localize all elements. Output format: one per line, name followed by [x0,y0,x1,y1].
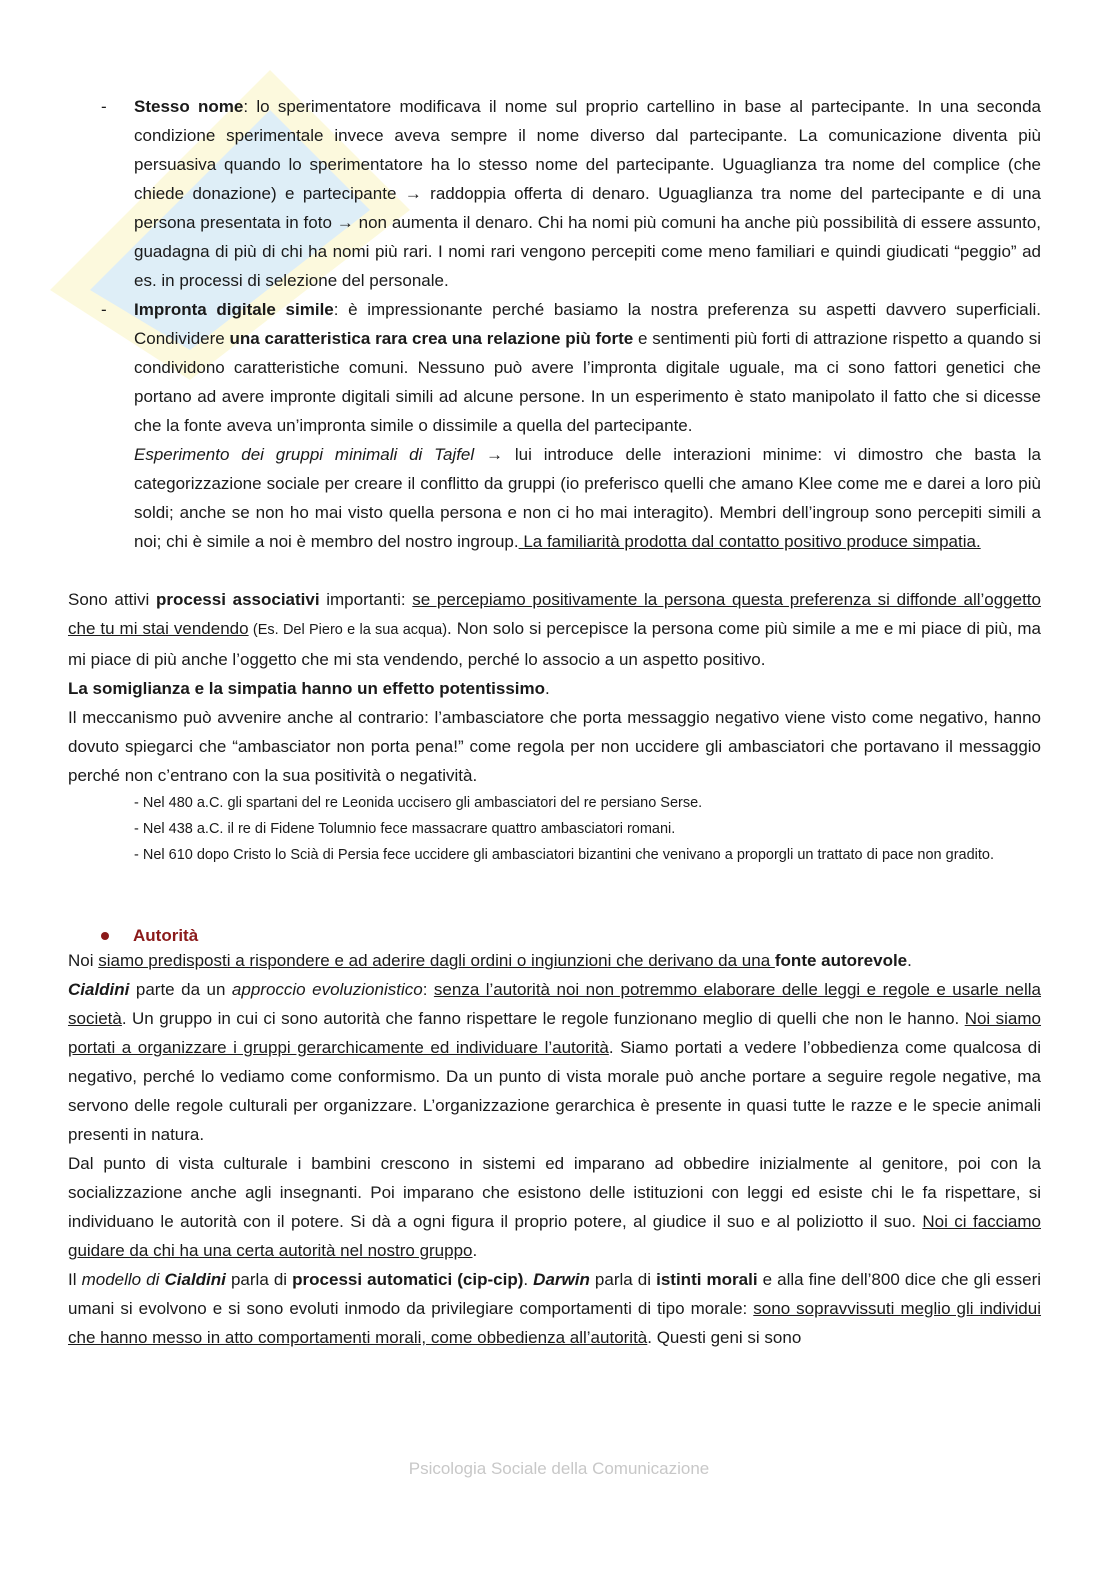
list-item-stesso-nome: - Stesso nome: lo sperimentatore modificava il nome sul proprio cartellino in base al partecipante. In una seconda condizione sperimentale invece aveva sempre il nome diverso dal partecipante. La comunicazione diventa più persuasiva quando lo sperimentatore ha lo stesso nome del partecipante. Uguaglianza tra nome del complice (che chiede donazione) e partecipante → raddoppia offerta di denaro. Uguaglianza tra nome del partecipante e di una persona presentata in foto → non aumenta il denaro. Chi ha nomi più comuni ha anche più possibilità di essere assunto, guadagna di più di chi ha nomi più rari. I nomi rari vengono percepiti come meno familiari e quindi giudicati “peggio” ad es. in processi di selezione del personale. [101,97,1042,290]
list-item-impronta: - Impronta digitale simile: è impressionante perché basiamo la nostra preferenza su aspetti davvero superficiali. Condividere una caratteristica rara crea una relazione più forte e sentimenti più forti di attrazione rispetto a quando si condividono caratteristiche comuni. Nessuno può avere l’impronta digitale uguale, ma ci sono fattori genetici che portano ad avere impronte digitali simili ad alcune persone. In un esperimento è stato manipolato il fatto che si dicesse che la fonte aveva un’impronta simile o dissimile a quella del partecipante. [101,300,1042,435]
tajfel-paragraph: Esperimento dei gruppi minimali di Tajfel → lui introduce delle interazioni minime: vi dimostro che basta la categorizzazione sociale per creare il conflitto da gruppi (io preferisco quelli che amano Klee come me e darei a loro più soldi; anche se non ho mai visto quella persona e non ci ho mai interagito). Membri dell’ingroup sono percepiti simili a noi; chi è simile a noi è membro del nostro ingroup. La familiarità prodotta dal contatto positivo produce simpatia. [134,445,1041,551]
similarity-list [68,92,1041,440]
example-item: - Nel 610 dopo Cristo lo Scià di Persia fece uccidere gli ambasciatori bizantini che venivano a proporgli un trattato di pace non gradito. [134,847,995,863]
example-item: - Nel 480 a.C. gli spartani del re Leonida uccisero gli ambasciatori del re persiano Serse. [134,795,703,811]
page-footer: Psicologia Sociale della Comunicazione [408,1459,710,1478]
example-item: - Nel 438 a.C. il re di Fidene Tolumnio fece massacrare quattro ambasciatori romani. [134,821,676,837]
autorita-paragraph-3: Dal punto di vista culturale i bambini crescono in sistemi ed imparano ad obbedire inizialmente al genitore, poi con la socializzazione anche agli insegnanti. Poi imparano che esistono delle istituzioni con leggi ed esiste chi le fa rispettare, si individuano le autorità con il potere. Si dà a ogni figura il proprio potere, al giudice il suo e al poliziotto il suo. Noi ci facciamo guidare da chi ha una certa autorità nel nostro gruppo. [68,1154,1041,1260]
autorita-paragraph-2: Cialdini parte da un approccio evoluzionistico: senza l’autorità noi non potremmo elaborare delle leggi e regole e usarle nella società. Un gruppo in cui ci sono autorità che fanno rispettare le regole funzionano meglio di quelli che non le hanno. Noi siamo portati a organizzare i gruppi gerarchicamente ed individuare l’autorità. Siamo portati a vedere l’obbedienza come qualcosa di negativo, perché lo vediamo come conformismo. Da un punto di vista morale può anche portare a seguire regole negative, ma servono delle regole culturali per organizzare. L’organizzazione gerarchica è presente in quasi tutte le razze e le specie animali presenti in natura. [68,980,1041,1144]
associative-paragraph: Sono attivi processi associativi importanti: se percepiamo positivamente la persona questa preferenza si diffonde all’oggetto che tu mi stai vendendo (Es. Del Piero e la sua acqua). Non solo si percepisce la persona come più simile a me e mi piace di più, ma mi piace di più anche l’oggetto che mi sta vendendo, perché lo associo a un aspetto positivo. La somiglianza e la simpatia hanno un effetto potentissimo. [68,590,1042,698]
page-content [68,92,1041,1352]
section-heading-autorita: Autorità [68,926,1041,946]
bullet-icon [101,932,109,940]
autorita-paragraph-4: Il modello di Cialdini parla di processi automatici (cip-cip). Darwin parla di istinti morali e alla fine dell’800 dice che gli esseri umani si evolvono e si sono evoluti inmodo da privilegiare comportamenti di tipo morale: sono sopravvissuti meglio gli individui che hanno messo in atto comportamenti morali, come obbedienza all’autorità. Questi geni si sono [68,1270,1042,1347]
examples-list [68,790,1041,868]
ambassador-paragraph: Il meccanismo può avvenire anche al contrario: l’ambasciatore che porta messaggio negativo viene visto come negativo, hanno dovuto spiegarci che “ambasciator non porta pena!” come regola per non uccidere gli ambasciatori che portavano il messaggio perché non c’entrano con la sua positività o negatività. [68,708,1041,785]
autorita-paragraph-1: Noi siamo predisposti a rispondere e ad aderire dagli ordini o ingiunzioni che derivano da una fonte autorevole. [68,951,912,970]
